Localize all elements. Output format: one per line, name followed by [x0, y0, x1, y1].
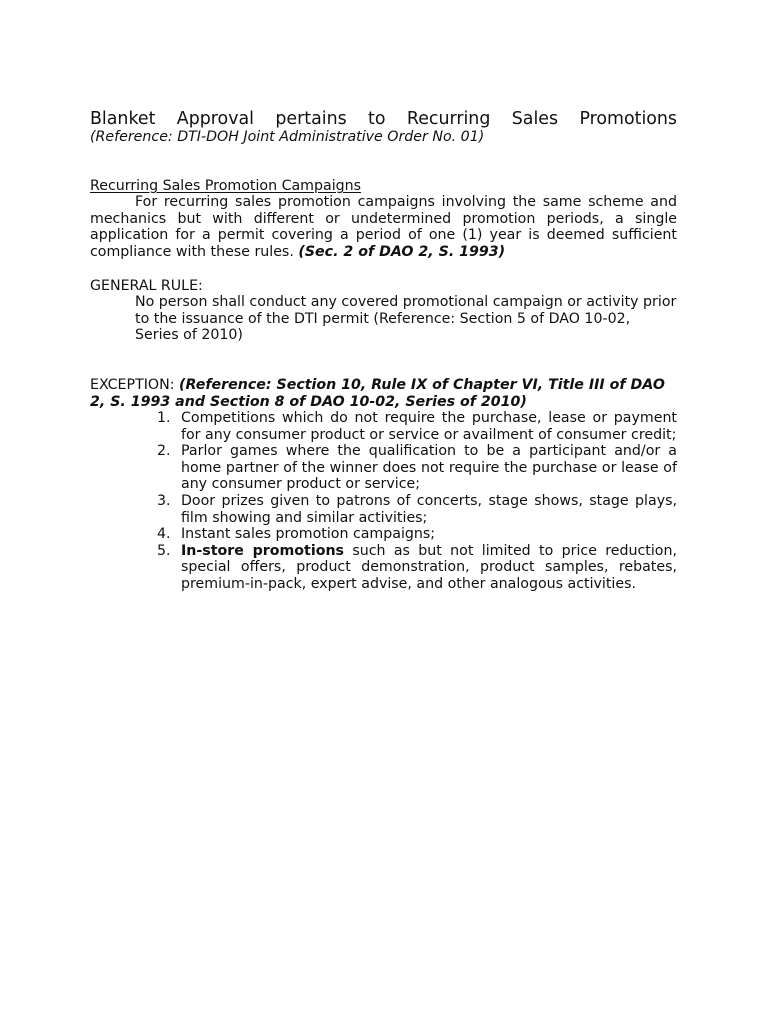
list-item-text: such as but not limited to price reduction, special offers, product demonstration, product samples, rebates, premium-in-pack, expert advise, and other analogous activities. — [181, 542, 677, 592]
exception-label: EXCEPTION: — [90, 377, 175, 393]
list-item-number: 4. — [157, 526, 171, 543]
document-reference: (Reference: DTI-DOH Joint Administrative Order No. 01) — [90, 129, 485, 145]
list-item-number: 2. — [157, 443, 171, 460]
list-item — [90, 410, 677, 443]
list-item — [90, 493, 677, 526]
list-item-text: Door prizes given to patrons of concerts, stage shows, stage plays, film showing and similar activities; — [181, 492, 677, 526]
exception-list — [90, 410, 677, 593]
list-item-number: 1. — [157, 410, 171, 426]
general-rule-body: No person shall conduct any covered promotional campaign or activity prior to the issuance of the DTI permit (Reference: Section 5 of DAO 10-02, Series of 2010) — [135, 294, 677, 344]
recurring-body: For recurring sales promotion campaigns involving the same scheme and mechanics but with different or undetermined promotion periods, a single application for a permit covering a period of one (1) year is deemed sufficient compliance with these rules. — [90, 194, 677, 260]
general-rule-heading: GENERAL RULE: — [90, 278, 203, 294]
exception-reference: (Reference: Section 10, Rule IX of Chapter VI, Title III of DAO 2, S. 1993 and Section 8 of DAO 10-02, Series of 2010) — [90, 377, 665, 410]
recurring-paragraph — [90, 194, 677, 260]
list-item — [90, 543, 677, 593]
list-item-text: Instant sales promotion campaigns; — [181, 526, 436, 543]
recurring-heading: Recurring Sales Promotion Campaigns — [90, 178, 362, 194]
list-item-number: 5. — [157, 542, 171, 559]
list-item-text: Competitions which do not require the purchase, lease or payment for any consumer product or service or availment of consumer credit; — [181, 410, 677, 443]
list-item — [90, 526, 677, 543]
list-item — [90, 443, 677, 493]
list-item-text: Parlor games where the qualification to be a participant and/or a home partner of the winner does not require the purchase or lease of any consumer product or service; — [181, 443, 677, 493]
recurring-citation: (Sec. 2 of DAO 2, S. 1993) — [298, 243, 506, 260]
exception-heading — [90, 377, 677, 410]
list-item-number: 3. — [157, 492, 171, 509]
list-item-lead: In-store promotions — [181, 542, 344, 559]
document-title: Blanket Approval pertains to Recurring Sales Promotions — [90, 109, 677, 129]
